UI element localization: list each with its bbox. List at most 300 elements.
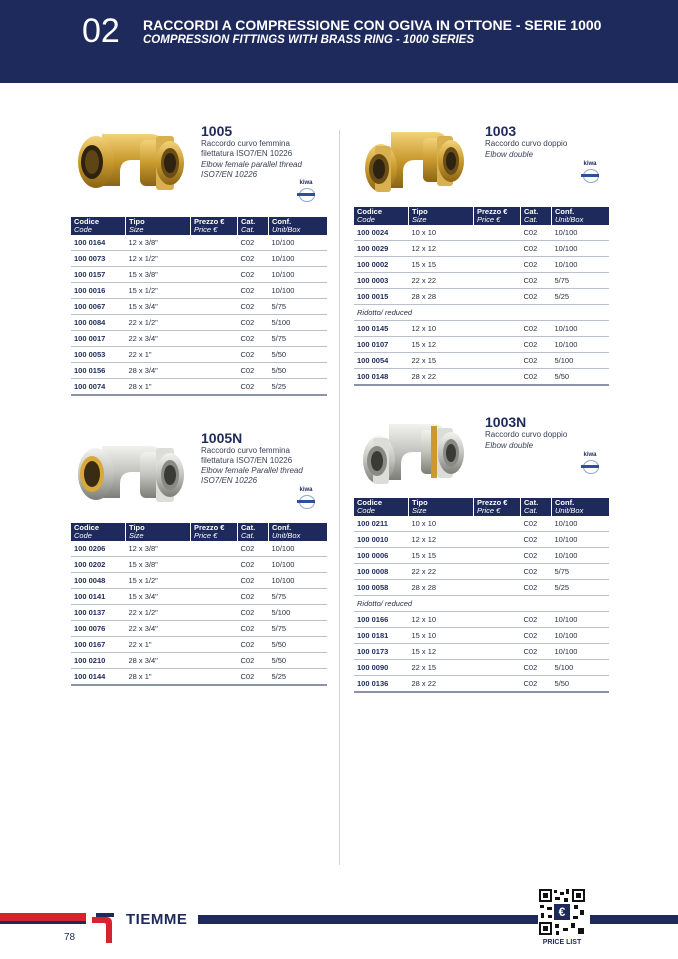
table-row [354,644,609,660]
product-1005-image [72,120,190,198]
row-price [474,289,521,305]
row-conf: 10/100 [552,644,610,660]
row-size: 15 x 15 [409,257,474,273]
row-cat: C02 [521,353,552,369]
page-subtitle: COMPRESSION FITTINGS WITH BRASS RING - 1000 SERIES [143,34,474,46]
tiemme-logo-mark-icon [92,913,116,943]
col-cat: Cat. Cat. [521,207,552,225]
row-cat: C02 [521,564,552,580]
row-code: 100 0210 [71,653,126,669]
row-cat: C02 [238,379,269,396]
reduced-section-row [354,596,609,612]
product-desc-it-1005 [201,139,292,159]
kiwa-cert-logo [294,487,318,509]
row-price [191,235,238,251]
col-cat: Cat. Cat. [521,498,552,516]
row-conf: 10/100 [269,235,328,251]
row-cat: C02 [521,225,552,241]
table-row [354,257,609,273]
row-size: 10 x 10 [409,516,474,532]
row-price [474,353,521,369]
row-conf: 10/100 [269,557,328,573]
table-row [354,580,609,596]
row-conf: 5/100 [269,315,328,331]
desc-line: ISO7/EN 10226 [201,476,258,485]
row-size: 15 x 1/2" [126,283,191,299]
desc-line: Elbow double [485,441,534,450]
row-code: 100 0144 [71,669,126,686]
row-cat: C02 [521,289,552,305]
row-price [191,363,238,379]
col-price: Prezzo € Price € [191,217,238,235]
desc-line: Raccordo curvo doppio [485,430,568,439]
row-price [191,267,238,283]
table-row [71,589,327,605]
row-conf: 5/75 [269,299,328,315]
row-size: 15 x 1/2" [126,573,191,589]
product-desc-it-1003N [485,430,567,440]
row-cat: C02 [238,331,269,347]
col-code: Codice Code [71,217,126,235]
row-size: 15 x 12 [409,644,474,660]
table-row [354,353,609,369]
table-row [71,557,327,573]
row-size: 28 x 28 [409,289,474,305]
row-size: 22 x 15 [409,660,474,676]
footer-bar-right [590,915,678,924]
row-cat: C02 [521,612,552,628]
product-1005N-image [72,436,190,506]
reduced-section-row [354,305,609,321]
row-code: 100 0137 [71,605,126,621]
row-conf: 5/50 [269,363,328,379]
desc-line: Elbow double [485,150,534,159]
kiwa-label: kiwa [583,161,597,167]
row-code: 100 0145 [354,321,409,337]
row-price [474,321,521,337]
table-row [71,347,327,363]
col-size: Tipo Size [409,207,474,225]
price-table-1003 [354,207,609,386]
row-code: 100 0054 [354,353,409,369]
row-cat: C02 [238,557,269,573]
kiwa-band-icon [581,174,599,177]
row-conf: 10/100 [552,241,610,257]
row-cat: C02 [238,589,269,605]
kiwa-cert-logo [578,161,602,183]
table-row [71,379,327,396]
reduced-label: Ridotto/ reduced [354,305,609,321]
brand-logo-text: TIEMME [126,911,188,928]
row-size: 15 x 3/4" [126,299,191,315]
row-price [191,251,238,267]
row-size: 15 x 12 [409,337,474,353]
product-code-1005N: 1005N [201,430,243,446]
row-code: 100 0141 [71,589,126,605]
row-code: 100 0016 [71,283,126,299]
product-desc-en-1003N [485,441,533,451]
row-code: 100 0006 [354,548,409,564]
col-price: Prezzo € Price € [474,207,521,225]
row-cat: C02 [521,337,552,353]
row-price [474,580,521,596]
row-price [474,676,521,693]
row-size: 28 x 22 [409,369,474,386]
col-conf: Conf. Unit/Box [269,523,328,541]
kiwa-cert-logo [294,180,318,202]
row-conf: 10/100 [552,628,610,644]
row-size: 28 x 3/4" [126,363,191,379]
row-conf: 10/100 [552,337,610,353]
kiwa-band-icon [581,465,599,468]
row-cat: C02 [521,516,552,532]
row-size: 22 x 3/4" [126,331,191,347]
row-size: 22 x 3/4" [126,621,191,637]
row-code: 100 0107 [354,337,409,353]
row-conf: 5/50 [269,637,328,653]
row-size: 12 x 3/8" [126,235,191,251]
row-price [191,573,238,589]
table-row [71,331,327,347]
price-table-1005 [71,217,327,396]
row-cat: C02 [521,273,552,289]
row-cat: C02 [238,653,269,669]
qr-code-icon[interactable] [538,888,586,936]
row-cat: C02 [521,628,552,644]
row-size: 15 x 3/4" [126,589,191,605]
row-price [191,589,238,605]
row-code: 100 0010 [354,532,409,548]
row-conf: 5/25 [552,580,610,596]
row-code: 100 0181 [354,628,409,644]
row-size: 22 x 1/2" [126,315,191,331]
row-size: 12 x 12 [409,241,474,257]
row-code: 100 0073 [71,251,126,267]
row-price [191,541,238,557]
desc-line: filettatura ISO7/EN 10226 [201,456,293,465]
desc-line: Raccordo curvo femmina [201,446,290,455]
row-conf: 5/75 [269,589,328,605]
column-divider [339,130,340,865]
col-conf: Conf. Unit/Box [552,207,610,225]
row-price [474,628,521,644]
col-code: Codice Code [354,207,409,225]
table-row [71,621,327,637]
row-code: 100 0067 [71,299,126,315]
row-size: 15 x 15 [409,548,474,564]
table-row [354,628,609,644]
row-price [191,557,238,573]
row-conf: 5/75 [552,564,610,580]
kiwa-band-icon [297,500,315,503]
row-size: 15 x 3/8" [126,267,191,283]
row-cat: C02 [521,241,552,257]
row-cat: C02 [238,363,269,379]
row-size: 28 x 28 [409,580,474,596]
row-code: 100 0173 [354,644,409,660]
col-cat: Cat. Cat. [238,523,269,541]
product-desc-en-1003 [485,150,533,160]
row-code: 100 0029 [354,241,409,257]
row-cat: C02 [238,251,269,267]
row-price [474,369,521,386]
row-code: 100 0048 [71,573,126,589]
row-code: 100 0076 [71,621,126,637]
product-desc-it-1003 [485,139,567,149]
page-header [0,0,678,83]
table-row [71,283,327,299]
row-conf: 10/100 [552,257,610,273]
reduced-label: Ridotto/ reduced [354,596,609,612]
desc-line: filettatura ISO7/EN 10226 [201,149,293,158]
table-row [354,337,609,353]
row-size: 12 x 1/2" [126,251,191,267]
col-price: Prezzo € Price € [191,523,238,541]
row-cat: C02 [238,235,269,251]
row-code: 100 0053 [71,347,126,363]
table-header-row [71,523,327,541]
table-row [354,516,609,532]
kiwa-label: kiwa [299,487,313,493]
row-size: 28 x 22 [409,676,474,693]
row-cat: C02 [521,676,552,693]
row-price [474,532,521,548]
row-conf: 5/100 [552,353,610,369]
table-row [71,637,327,653]
row-conf: 5/100 [552,660,610,676]
table-header-row [354,498,609,516]
row-code: 100 0148 [354,369,409,386]
row-cat: C02 [238,573,269,589]
row-conf: 5/50 [269,347,328,363]
table-row [354,321,609,337]
row-conf: 5/75 [269,621,328,637]
desc-line: Raccordo curvo femmina [201,139,290,148]
table-row [71,541,327,557]
row-price [474,337,521,353]
row-conf: 5/25 [269,669,328,686]
section-number: 02 [82,12,120,50]
row-code: 100 0157 [71,267,126,283]
page-title: RACCORDI A COMPRESSIONE CON OGIVA IN OTTONE - SERIE 1000 [143,17,602,33]
row-size: 22 x 15 [409,353,474,369]
row-size: 15 x 3/8" [126,557,191,573]
row-conf: 5/75 [552,273,610,289]
row-cat: C02 [238,605,269,621]
row-code: 100 0074 [71,379,126,396]
col-price: Prezzo € Price € [474,498,521,516]
row-code: 100 0166 [354,612,409,628]
row-price [191,621,238,637]
row-cat: C02 [521,548,552,564]
row-code: 100 0008 [354,564,409,580]
table-row [71,251,327,267]
row-conf: 10/100 [552,516,610,532]
table-row [71,235,327,251]
col-code: Codice Code [71,523,126,541]
table-row [354,676,609,693]
row-code: 100 0202 [71,557,126,573]
row-cat: C02 [238,267,269,283]
row-size: 22 x 1" [126,637,191,653]
row-cat: C02 [238,541,269,557]
row-price [474,644,521,660]
row-size: 22 x 22 [409,273,474,289]
table-row [71,605,327,621]
table-row [354,225,609,241]
qr-label: PRICE LIST [542,939,582,946]
row-price [474,564,521,580]
row-conf: 10/100 [269,251,328,267]
row-code: 100 0156 [71,363,126,379]
row-code: 100 0090 [354,660,409,676]
row-price [191,299,238,315]
table-row [354,548,609,564]
row-price [191,331,238,347]
row-conf: 5/100 [269,605,328,621]
col-conf: Conf. Unit/Box [269,217,328,235]
row-size: 12 x 10 [409,612,474,628]
table-row [71,267,327,283]
row-code: 100 0136 [354,676,409,693]
row-price [191,315,238,331]
row-cat: C02 [238,637,269,653]
row-size: 22 x 1/2" [126,605,191,621]
row-conf: 5/50 [552,676,610,693]
row-size: 28 x 3/4" [126,653,191,669]
product-code-1003: 1003 [485,123,517,139]
row-conf: 5/25 [269,379,328,396]
table-row [71,363,327,379]
row-code: 100 0164 [71,235,126,251]
row-code: 100 0015 [354,289,409,305]
row-cat: C02 [521,580,552,596]
row-conf: 5/50 [552,369,610,386]
product-code-1003N: 1003N [485,414,527,430]
row-code: 100 0084 [71,315,126,331]
row-size: 28 x 1" [126,669,191,686]
row-price [191,283,238,299]
table-row [71,653,327,669]
kiwa-band-icon [297,193,315,196]
price-table-1003N [354,498,609,693]
table-row [71,669,327,686]
table-row [354,369,609,386]
kiwa-cert-logo [578,452,602,474]
row-price [191,605,238,621]
product-desc-en-1005N [201,466,303,486]
row-code: 100 0211 [354,516,409,532]
row-code: 100 0024 [354,225,409,241]
footer-red-bar [0,913,90,921]
table-row [354,241,609,257]
row-price [474,225,521,241]
row-price [191,669,238,686]
row-price [191,653,238,669]
row-size: 22 x 22 [409,564,474,580]
page-number: 78 [64,932,76,943]
row-cat: C02 [521,321,552,337]
row-conf: 10/100 [269,573,328,589]
row-size: 12 x 3/8" [126,541,191,557]
row-code: 100 0058 [354,580,409,596]
row-cat: C02 [521,369,552,386]
row-conf: 5/75 [269,331,328,347]
row-size: 28 x 1" [126,379,191,396]
row-conf: 10/100 [552,612,610,628]
row-conf: 5/25 [552,289,610,305]
table-row [354,612,609,628]
row-conf: 5/50 [269,653,328,669]
row-code: 100 0002 [354,257,409,273]
row-conf: 10/100 [552,532,610,548]
table-row [71,573,327,589]
row-cat: C02 [238,669,269,686]
table-row [71,315,327,331]
row-price [474,273,521,289]
table-row [354,564,609,580]
table-row [354,273,609,289]
row-cat: C02 [521,532,552,548]
table-header-row [71,217,327,235]
svg-text:€: € [558,905,566,919]
kiwa-label: kiwa [583,452,597,458]
row-cat: C02 [521,644,552,660]
row-conf: 10/100 [552,548,610,564]
row-price [191,379,238,396]
desc-line: ISO7/EN 10226 [201,170,258,179]
desc-line: Raccordo curvo doppio [485,139,568,148]
row-conf: 10/100 [552,321,610,337]
row-cat: C02 [238,621,269,637]
col-code: Codice Code [354,498,409,516]
row-cat: C02 [238,347,269,363]
row-size: 22 x 1" [126,347,191,363]
price-table-1005N [71,523,327,686]
col-size: Tipo Size [126,217,191,235]
product-desc-it-1005N [201,446,292,466]
row-cat: C02 [521,257,552,273]
row-code: 100 0017 [71,331,126,347]
row-cat: C02 [521,660,552,676]
row-conf: 10/100 [552,225,610,241]
row-price [474,241,521,257]
col-size: Tipo Size [126,523,191,541]
row-conf: 10/100 [269,267,328,283]
row-cat: C02 [238,283,269,299]
product-1003-image [357,122,469,198]
row-price [474,660,521,676]
row-code: 100 0167 [71,637,126,653]
row-size: 15 x 10 [409,628,474,644]
table-header-row [354,207,609,225]
col-cat: Cat. Cat. [238,217,269,235]
table-row [354,660,609,676]
row-price [191,347,238,363]
row-price [474,257,521,273]
row-price [191,637,238,653]
row-size: 12 x 10 [409,321,474,337]
desc-line: Elbow female Parallel thread [201,466,303,475]
row-price [474,548,521,564]
row-cat: C02 [238,315,269,331]
row-size: 10 x 10 [409,225,474,241]
col-conf: Conf. Unit/Box [552,498,610,516]
row-size: 12 x 12 [409,532,474,548]
row-code: 100 0206 [71,541,126,557]
row-cat: C02 [238,299,269,315]
row-price [474,612,521,628]
